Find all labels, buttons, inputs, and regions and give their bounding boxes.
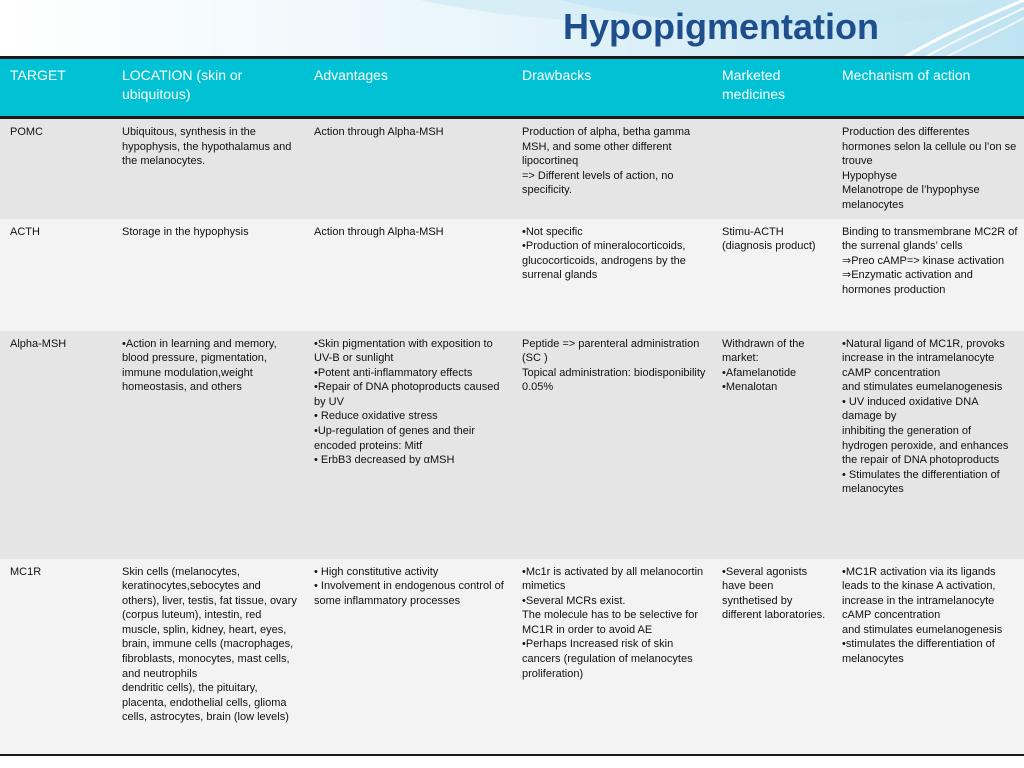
cell-text: Melanotrope de l’hypophyse <box>842 184 980 197</box>
cell-location <box>112 559 304 755</box>
cell-target <box>0 118 112 219</box>
cell-text: Skin cells (melanocytes, keratinocytes,sebocytes and others), liver, testis, fat tissue, ovary (corpus luteum), intestin, red muscle, splin, kidney, heart, eyes, brain, immune cells (macrophages, <box>122 565 297 651</box>
cell-location <box>112 331 304 559</box>
cell-advantages <box>304 118 512 219</box>
table-row <box>0 118 1024 219</box>
cell-text: • High constitutive activity <box>314 565 439 578</box>
cell-text: •Afamelanotide <box>722 366 797 379</box>
cell-text: ⇒Enzymatic activation and hormones production <box>842 269 973 296</box>
slide-title: Hypopigmentation <box>563 6 879 47</box>
cell-text: Ubiquitous, synthesis in the hypophysis, the hypothalamus and the melanocytes. <box>122 126 292 168</box>
header-mechanism: Mechanism of action <box>832 58 1024 118</box>
cell-mechanism <box>832 118 1024 219</box>
cell-text: The molecule has to be selective for MC1R in order to avoid AE <box>522 609 699 636</box>
cell-text: and stimulates eumelanogenesis <box>842 381 1003 394</box>
cell-text: •MC1R activation via its ligands leads to the kinase A activation, increase in the intramelanocyte cAMP concentration <box>842 565 996 622</box>
cell-medicines <box>712 118 832 219</box>
cell-text: dendritic cells), the pituitary, placenta, endothelial cells, glioma cells, astrocytes, brain (low levels) <box>122 682 289 724</box>
cell-text: Action through Alpha-MSH <box>314 225 444 238</box>
cell-drawbacks <box>512 118 712 219</box>
cell-text: • Stimulates the differentiation of melanocytes <box>842 468 1000 496</box>
cell-text: ACTH <box>10 225 40 238</box>
cell-text: POMC <box>10 126 43 138</box>
cell-text: Alpha-MSH <box>10 337 67 350</box>
header-drawbacks: Drawbacks <box>512 58 712 118</box>
header-target: TARGET <box>0 58 112 118</box>
cell-target <box>0 331 112 559</box>
header-marketed-medicines: Marketed medicines <box>712 58 832 118</box>
cell-text: => Different levels of action, no specificity. <box>522 169 674 197</box>
cell-text: • UV induced oxidative DNA damage by <box>842 395 978 423</box>
cell-text: •Several agonists have been synthetised by different laboratories. <box>722 565 826 622</box>
cell-text: •Natural ligand of MC1R, provoks increase in the intramelanocyte cAMP concentration <box>842 337 1005 379</box>
cell-text: •Not specific <box>522 225 583 238</box>
cell-advantages <box>304 219 512 331</box>
table-row <box>0 219 1024 331</box>
cell-text: Action through Alpha-MSH <box>314 126 444 138</box>
cell-text: •Production of mineralocorticoids, glucocorticoids, androgens by the surrenal glands <box>522 240 686 282</box>
cell-mechanism <box>832 219 1024 331</box>
cell-text: Hypophyse <box>842 169 898 182</box>
cell-text: •Several MCRs exist. <box>522 594 626 607</box>
cell-text: •Potent anti-inflammatory effects <box>314 366 473 379</box>
cell-text: • Involvement in endogenous control of some inflammatory processes <box>314 580 504 607</box>
cell-text: Stimu-ACTH (diagnosis product) <box>722 225 816 253</box>
table-row <box>0 331 1024 559</box>
cell-medicines <box>712 331 832 559</box>
cell-text: Production of alpha, betha gamma MSH, and some other different lipocortineq <box>522 126 691 168</box>
cell-mechanism <box>832 331 1024 559</box>
cell-text: ⇒Preo cAMP=> kinase activation <box>842 254 1005 267</box>
header-location: LOCATION (skin or ubiquitous) <box>112 58 304 118</box>
cell-text: Withdrawn of the market: <box>722 337 805 365</box>
cell-advantages <box>304 559 512 755</box>
cell-text: MC1R <box>10 565 42 578</box>
cell-text: Topical administration: biodisponibility 0.05% <box>522 366 706 394</box>
cell-drawbacks <box>512 559 712 755</box>
cell-text: •Mc1r is activated by all melanocortin mimetics <box>522 565 704 593</box>
cell-text: •stimulates the differentiation of melanocytes <box>842 638 995 666</box>
cell-text: Binding to transmembrane MC2R of the surrenal glands’ cells <box>842 225 1018 253</box>
cell-text: inhibiting the generation of hydrogen peroxide, and enhances the repair of DNA photoproducts <box>842 425 1009 467</box>
cell-text: melanocytes <box>842 198 904 211</box>
cell-text: •Skin pigmentation with exposition to UV-B or sunlight <box>314 337 493 365</box>
cell-target <box>0 559 112 755</box>
table-body <box>0 118 1024 755</box>
cell-mechanism <box>832 559 1024 755</box>
cell-text: •Perhaps Increased risk of skin cancers (regulation of melanocytes proliferation) <box>522 638 693 680</box>
table-header-row <box>0 58 1024 118</box>
cell-location <box>112 118 304 219</box>
cell-text: •Menalotan <box>722 381 778 394</box>
cell-text: Peptide => parenteral administration (SC ) <box>522 337 700 365</box>
cell-location <box>112 219 304 331</box>
cell-text: and stimulates eumelanogenesis <box>842 623 1003 636</box>
cell-drawbacks <box>512 331 712 559</box>
cell-text: •Repair of DNA photoproducts caused by UV <box>314 381 500 408</box>
header-advantages: Advantages <box>304 58 512 118</box>
hypopigmentation-table <box>0 56 1024 756</box>
table-row <box>0 559 1024 755</box>
cell-text: Storage in the hypophysis <box>122 225 249 238</box>
cell-text: • ErbB3 decreased by αMSH <box>314 454 455 467</box>
cell-advantages <box>304 331 512 559</box>
cell-text: •Action in learning and memory, blood pressure, pigmentation, immune modulation,weight homeostasis, and others <box>122 337 277 394</box>
cell-text: •Up-regulation of genes and their encoded proteins: Mitf <box>314 425 476 452</box>
cell-text: fibroblasts, monocytes, mast cells, and neutrophils <box>122 653 290 680</box>
cell-target <box>0 219 112 331</box>
cell-text: • Reduce oxidative stress <box>314 410 438 423</box>
cell-medicines <box>712 559 832 755</box>
cell-medicines <box>712 219 832 331</box>
cell-drawbacks <box>512 219 712 331</box>
cell-text: Production des differentes hormones selon la cellule ou l’on se trouve <box>842 126 1017 168</box>
